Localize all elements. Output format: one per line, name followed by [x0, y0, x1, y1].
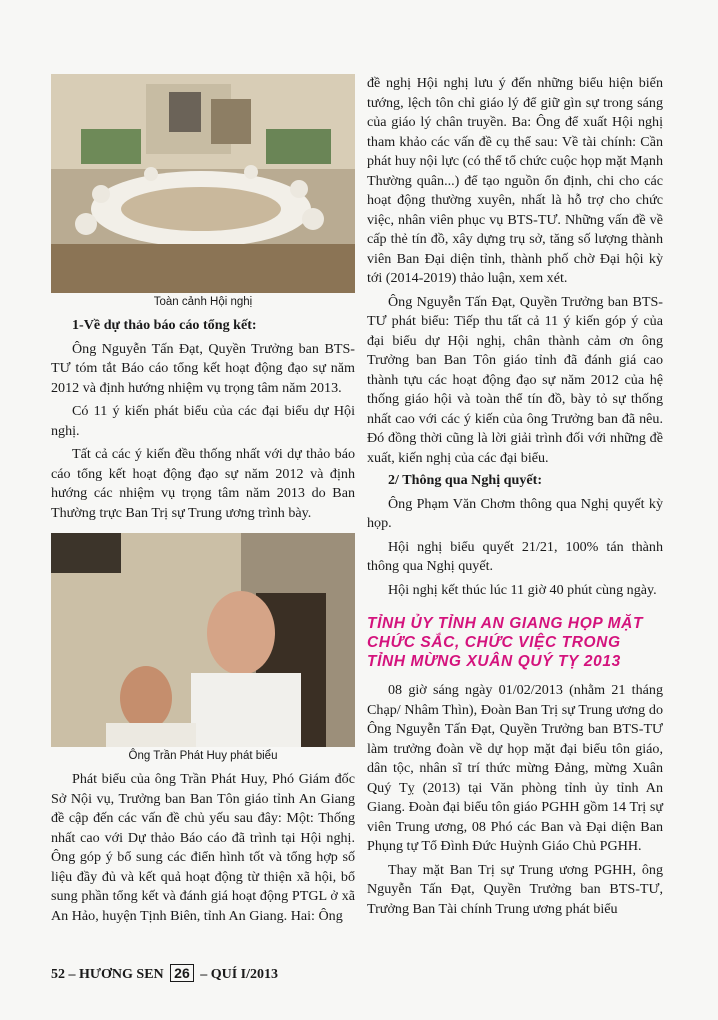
- paragraph: Ông Phạm Văn Chơm thông qua Nghị quyết kỳ họp.: [367, 495, 663, 531]
- article-headline: TỈNH ỦY TỈNH AN GIANG HỌP MẶT CHỨC SẮC, CHỨC VIỆC TRONG TỈNH MỪNG XUÂN QUÝ TỴ 2013: [367, 615, 644, 670]
- paragraph: Hội nghị kết thúc lúc 11 giờ 40 phút cùng ngày.: [388, 581, 657, 598]
- paragraph: Phát biểu của ông Trần Phát Huy, Phó Giám đốc Sở Nội vụ, Trưởng ban Ban Tôn giáo tỉnh An Giang đề cập đến các vấn đề chủ yếu sau đây: Một: Thống nhất cao với Dự thảo Báo cáo đã trình tại Hội nghị. Ông góp ý bổ sung các điển hình tốt và tổng hợp số liệu đầy đủ và kết quả hoạt động từ thiện xã hội, bổ sung phần tổng kết và đánh giá hoạt động PTGL ở xã An Hảo, huyện Tịnh Biên, tỉnh An Giang. Hai: Ông: [51, 771, 355, 924]
- conference-photo-illustration: [51, 74, 355, 293]
- paragraph: Thay mặt Ban Trị sự Trung ương PGHH, ông Nguyễn Tấn Đạt, Quyền Trưởng ban BTS-TƯ, Trưởng Ban Tài chính Trung ương phát biểu: [367, 861, 663, 917]
- issue-quarter: – QUÍ I/2013: [200, 967, 279, 982]
- photo2-caption: Ông Trần Phát Huy phát biểu: [128, 750, 278, 762]
- speaker-photo: [51, 533, 355, 747]
- paragraph: Tất cả các ý kiến đều thống nhất với dự thảo báo cáo tổng kết hoạt động đạo sự năm 2012 và định hướng các nhiệm vụ trọng tâm năm 2013 do Ban Thường trực Ban Trị sự Trung ương trình bày.: [51, 446, 355, 521]
- publication-name: – HƯƠNG SEN: [68, 967, 164, 982]
- section-heading-resolution: 2/ Thông qua Nghị quyết:: [388, 472, 543, 488]
- paragraph: Hội nghị biểu quyết 21/21, 100% tán thành thông qua Nghị quyết.: [367, 538, 663, 574]
- paragraph: Ông Nguyễn Tấn Đạt, Quyền Trưởng ban BTS-TƯ tóm tắt Báo cáo tổng kết hoạt động đạo sự năm 2012 và định hướng nhiệm vụ trọng tâm năm 2013.: [51, 340, 355, 396]
- paragraph: đề nghị Hội nghị lưu ý đến những biểu hiện biến tướng, lệch tôn chỉ giáo lý để giữ gìn sự trong sáng của giáo lý chân truyền. Ba: Ông để xuất Hội nghị tham khảo các vấn đề cụ thể sau: Về tài chính: Cần phát huy nội lực (có thể tổ chức cuộc họp mặt Mạnh Thường quân...) để tạo nguồn ổn định, chi cho các hoạt động thường xuyên, nhất là hỗ trợ cho chức việc, nhân viên phục vụ BTS-TƯ. Những vấn đề về cấp thẻ tín đồ, xây dựng trụ sở, tăng số lượng thành viên Ban Đại diện tỉnh, thành phố chờ Đại hội kỳ tới (2014-2019) thảo luận, xem xét.: [367, 75, 663, 286]
- paragraph: 08 giờ sáng ngày 01/02/2013 (nhằm 21 tháng Chạp/ Nhâm Thìn), Đoàn Ban Trị sự Trung ương do Ông Nguyễn Tấn Đạt, Quyền Trưởng ban BTS-TƯ làm trưởng đoàn về dự họp mặt đại biểu tôn giáo, dân tộc, nhân sĩ trí thức mừng Đảng, mừng Xuân Quý Tỵ (2013) tại Văn phòng tỉnh ủy tỉnh An Giang. Đoàn đại biểu tôn giáo PGHH gồm 14 Trị sự viên Trung ương, 08 Phó các Ban và Đại diện Ban Phụng tự Tổ Đình Đức Huỳnh Giáo Chủ PGHH.: [367, 682, 663, 854]
- issue-number: 26: [170, 964, 194, 982]
- photo1-caption: Toàn cảnh Hội nghị: [153, 296, 253, 308]
- page-footer: [51, 965, 278, 983]
- page-number: 52: [51, 967, 65, 982]
- conference-overview-photo: [51, 74, 355, 293]
- left-column: [51, 74, 355, 926]
- right-column: [367, 74, 663, 919]
- paragraph: Có 11 ý kiến phát biểu của các đại biểu dự Hội nghị.: [51, 403, 355, 439]
- speaker-photo-illustration: [51, 533, 355, 747]
- paragraph: Ông Nguyễn Tấn Đạt, Quyền Trưởng ban BTS-TƯ phát biểu: Tiếp thu tất cả 11 ý kiến góp ý của đại biểu dự Hội nghị, chân thành cảm ơn ông Trưởng ban Ban Tôn giáo tỉnh đã đánh giá cao thành tựu các hoạt động đạo sự năm 2012 của hệ thống giáo hội và toàn thể tín đồ, bày tỏ sự thống nhất cao với các ý kiến của ông Trưởng ban đã nêu. Đó đồng thời cũng là lời giải trình đối với những đề xuất, kiến nghị của các đại biểu.: [367, 293, 663, 466]
- section-heading-report: 1-Về dự thảo báo cáo tổng kết:: [72, 317, 257, 333]
